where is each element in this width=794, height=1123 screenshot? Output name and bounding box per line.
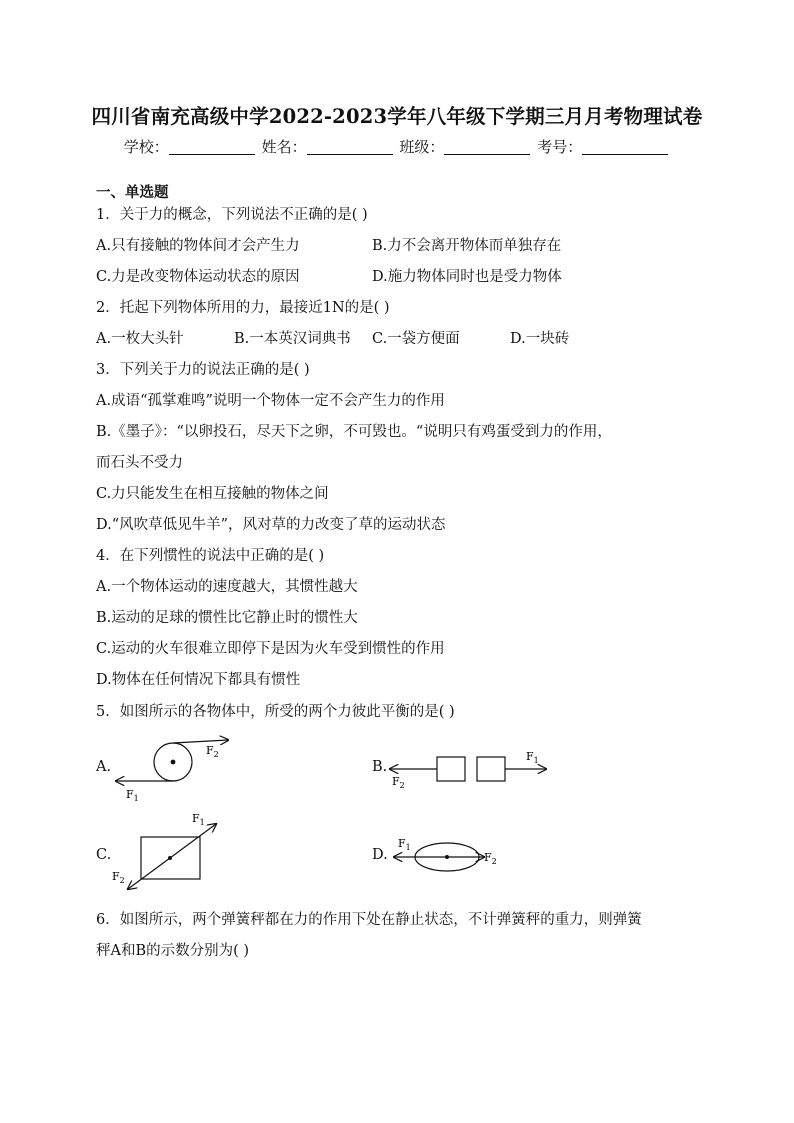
figure-a-diagram	[110, 732, 240, 802]
question-1-option-b: B.力不会离开物体而单独存在	[372, 238, 562, 254]
school-label: 学校：	[123, 138, 169, 156]
figure-a-label: A.	[96, 759, 112, 775]
question-2-option-c: C.一袋方便面	[372, 331, 460, 347]
question-4-option-d: D.物体在任何情况下都具有惯性	[96, 672, 301, 688]
question-3-option-a: A.成语“孤掌难鸣”说明一个物体一定不会产生力的作用	[96, 393, 445, 409]
question-6-stem-line-2: 秤A和B的示数分别为( )	[96, 943, 250, 959]
question-6-stem-line-1: 6．如图所示，两个弹簧秤都在力的作用下处在静止状态，不计弹簧秤的重力，则弹簧	[96, 912, 642, 928]
figure-d	[386, 833, 516, 883]
force-f1-label: $F_1$	[398, 837, 411, 852]
question-1-option-d: D.施力物体同时也是受力物体	[372, 269, 562, 285]
force-f2-arrow	[128, 858, 170, 889]
figure-a	[110, 732, 240, 802]
name-blank[interactable]	[307, 140, 393, 155]
question-3-option-b-cont: 而石头不受力	[96, 455, 183, 471]
class-label: 班级：	[399, 138, 445, 156]
name-label: 姓名：	[261, 138, 307, 156]
section-title: 一、单选题	[96, 184, 169, 201]
question-2-option-a: A.一枚大头针	[96, 331, 184, 347]
question-2-stem: 2．托起下列物体所用的力，最接近1N的是( )	[96, 300, 390, 316]
exam-no-label: 考号：	[537, 138, 583, 156]
question-5-stem: 5．如图所示的各物体中，所受的两个力彼此平衡的是( )	[96, 704, 455, 720]
force-f1-label: $F_1$	[192, 812, 205, 827]
force-f2-label: $F_2$	[392, 775, 405, 790]
force-f2-label: $F_2$	[206, 744, 219, 759]
force-f2-arrow	[173, 740, 228, 743]
figure-b	[386, 745, 556, 795]
figure-b-diagram	[386, 745, 556, 795]
question-1-option-c: C.力是改变物体运动状态的原因	[96, 269, 300, 285]
force-f2-label: $F_2$	[112, 870, 125, 885]
question-4-option-a: A.一个物体运动的速度越大，其惯性越大	[96, 579, 358, 595]
student-info-line	[0, 136, 794, 157]
question-4-option-c: C.运动的火车很难立即停下是因为火车受到惯性的作用	[96, 641, 445, 657]
question-3-stem: 3．下列关于力的说法正确的是( )	[96, 362, 310, 378]
force-f1-arrow	[170, 824, 216, 858]
question-4-option-b: B.运动的足球的惯性比它静止时的惯性大	[96, 610, 358, 626]
wheel-center-dot	[171, 760, 176, 765]
figure-b-label: B.	[372, 759, 388, 775]
question-3-option-c: C.力只能发生在相互接触的物体之间	[96, 486, 329, 502]
question-4-stem: 4．在下列惯性的说法中正确的是( )	[96, 548, 325, 564]
figure-c	[110, 812, 230, 892]
page-title: 四川省南充高级中学2022-2023学年八年级下学期三月月考物理试卷	[91, 105, 703, 128]
question-1-stem: 1．关于力的概念，下列说法不正确的是( )	[96, 207, 368, 223]
exam-no-blank[interactable]	[582, 140, 668, 155]
figure-d-label: D.	[372, 847, 388, 863]
force-f1-label: $F_1$	[126, 788, 139, 803]
figure-c-label: C.	[96, 847, 112, 863]
question-1-option-a: A.只有接触的物体间才会产生力	[96, 238, 300, 254]
box-left	[437, 757, 465, 781]
force-f2-label: $F_2$	[484, 851, 497, 866]
figure-d-diagram	[386, 833, 516, 883]
question-3-option-d: D.“风吹草低见牛羊”，风对草的力改变了草的运动状态	[96, 517, 446, 533]
class-blank[interactable]	[444, 140, 530, 155]
question-2-option-b: B.一本英汉词典书	[234, 331, 351, 347]
box-right	[477, 757, 505, 781]
question-3-option-b: B.《墨子》：“以卵投石，尽天下之卵，不可毁也。“说明只有鸡蛋受到力的作用，	[96, 424, 612, 440]
question-2-option-d: D.一块砖	[510, 331, 570, 347]
figure-c-diagram	[110, 812, 230, 892]
force-f1-label: $F_1$	[526, 750, 539, 765]
school-blank[interactable]	[169, 140, 255, 155]
